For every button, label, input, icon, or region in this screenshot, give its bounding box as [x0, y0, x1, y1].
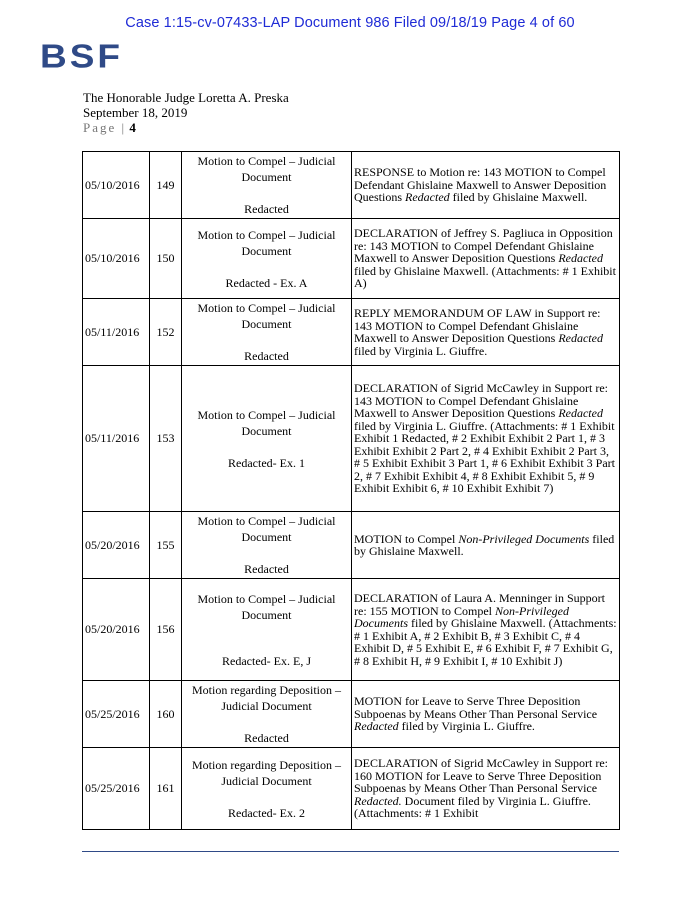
text-part: MOTION to Compel — [354, 531, 459, 546]
entry-text — [352, 219, 620, 299]
description-status: Redacted- Ex. 2 — [228, 805, 305, 820]
table-row — [83, 681, 620, 748]
text-part: filed by Ghislaine Maxwell. (Attachments: # 1 Exhibit A) — [354, 263, 616, 291]
description-main: Motion to Compel – Judicial Document — [197, 407, 336, 438]
text-part: filed by Ghislaine Maxwell. — [354, 531, 615, 558]
description-status: Redacted- Ex. E, J — [222, 653, 311, 668]
entry-date: 05/25/2016 — [83, 748, 150, 830]
table-row — [83, 219, 620, 299]
text-italic: Non-Privileged Documents — [354, 603, 569, 630]
entry-date: 05/25/2016 — [83, 681, 150, 748]
docket-table — [82, 151, 620, 830]
table-row — [83, 152, 620, 219]
table-row — [83, 299, 620, 366]
description-status: Redacted- Ex. 1 — [228, 455, 305, 470]
description-main: Motion regarding Deposition – Judicial Document — [192, 683, 341, 713]
page-indicator — [83, 120, 289, 135]
text-italic: Redacted — [405, 190, 450, 205]
text-part: filed by Ghislaine Maxwell. — [449, 190, 588, 205]
entry-description — [182, 512, 352, 579]
text-italic: Redacted — [354, 719, 399, 734]
entry-date: 05/10/2016 — [83, 152, 150, 219]
text-italic: Redacted — [558, 406, 603, 421]
description-main: Motion to Compel – Judicial Document — [197, 154, 336, 184]
entry-description — [182, 366, 352, 512]
text-italic: Redacted — [558, 251, 603, 266]
table-row — [83, 579, 620, 681]
entry-text — [352, 512, 620, 579]
entry-number: 149 — [150, 152, 182, 219]
description-main: Motion to Compel – Judicial Document — [197, 227, 336, 258]
entry-description — [182, 748, 352, 830]
text-part: REPLY MEMORANDUM OF LAW in Support re: 143 MOTION to Compel Defendant Ghislaine Maxwell to Answer Deposition Questions — [354, 306, 601, 345]
description-status: Redacted - Ex. A — [225, 275, 308, 290]
page-number: 4 — [129, 120, 136, 135]
entry-text — [352, 152, 620, 219]
footer-divider — [82, 851, 619, 852]
text-italic: Redacted. — [354, 793, 402, 808]
entry-date: 05/11/2016 — [83, 299, 150, 366]
entry-text — [352, 748, 620, 830]
entry-date: 05/10/2016 — [83, 219, 150, 299]
entry-description — [182, 219, 352, 299]
table-row — [83, 748, 620, 830]
text-italic: Non-Privileged Documents — [458, 531, 590, 546]
description-status: Redacted — [244, 349, 289, 363]
description-status: Redacted — [244, 202, 289, 216]
addressee: The Honorable Judge Loretta A. Preska — [83, 90, 289, 105]
entry-date: 05/20/2016 — [83, 512, 150, 579]
text-part: filed by Ghislaine Maxwell. (Attachments: # 1 Exhibit A, # 2 Exhibit B, # 3 Exhibit C, # 4 Exhibit D, # 5 Exhibit E, # 6 Exhibit F, # 7 Exhibit G, # 8 Exhibit H, # 9 Exhibit I, # 10 Exhibit J) — [354, 616, 617, 668]
entry-number: 155 — [150, 512, 182, 579]
text-italic: Redacted — [558, 331, 603, 345]
entry-number: 156 — [150, 579, 182, 681]
entry-number: 160 — [150, 681, 182, 748]
entry-date: 05/11/2016 — [83, 366, 150, 512]
text-part: RESPONSE to Motion re: 143 MOTION to Compel Defendant Ghislaine Maxwell to Answer Deposition Questions — [354, 165, 607, 205]
description-status: Redacted — [244, 731, 289, 745]
text-part: DECLARATION of Laura A. Menninger in Support re: 155 MOTION to Compel — [354, 591, 605, 618]
entry-description — [182, 152, 352, 219]
text-part: filed by Virginia L. Giuffre. (Attachments: # 1 Exhibit Exhibit 1 Redacted, # 2 Exhibit Exhibit 2 Part 1, # 3 Exhibit Exhibit 2 Part 2, # 4 Exhibit Exhibit 2 Part 3, # 5 Exhibit Exhibit 3 Part 1, # 6 Exhibit Exhibit 3 Part 2, # 7 Exhibit Exhibit 4, # 8 Exhibit Exhibit 5, # 9 Exhibit Exhibit 6, # 10 Exhibit Exhibit 7) — [354, 418, 615, 496]
page-label: Page | — [83, 120, 127, 135]
entry-text — [352, 579, 620, 681]
entry-description — [182, 299, 352, 366]
case-header: Case 1:15-cv-07433-LAP Document 986 Filed 09/18/19 Page 4 of 60 — [125, 15, 575, 31]
table-row — [83, 512, 620, 579]
description-main: Motion to Compel – Judicial Document — [197, 514, 336, 544]
description-main: Motion to Compel – Judicial Document — [197, 301, 336, 331]
entry-date: 05/20/2016 — [83, 579, 150, 681]
firm-logo: BSF — [40, 38, 123, 75]
entry-number: 153 — [150, 366, 182, 512]
letterhead — [83, 90, 289, 135]
text-part: DECLARATION of Sigrid McCawley in Support re: 160 MOTION for Leave to Serve Three Deposition Subpoenas by Means Other Than Personal Service — [354, 756, 608, 796]
entry-description — [182, 681, 352, 748]
text-part: DECLARATION of Jeffrey S. Pagliuca in Opposition re: 143 MOTION to Compel Defendant Ghislaine Maxwell to Answer Deposition Questions — [354, 226, 613, 266]
description-status: Redacted — [244, 562, 289, 576]
text-part: MOTION for Leave to Serve Three Deposition Subpoenas by Means Other Than Personal Service — [354, 694, 598, 721]
entry-text — [352, 299, 620, 366]
entry-number: 150 — [150, 219, 182, 299]
description-main: Motion regarding Deposition – Judicial Document — [192, 757, 341, 788]
entry-description — [182, 579, 352, 681]
text-part: filed by Virginia L. Giuffre. — [398, 719, 535, 734]
text-part: DECLARATION of Sigrid McCawley in Support re: 143 MOTION to Compel Defendant Ghislaine Maxwell to Answer Deposition Questions — [354, 381, 608, 421]
description-main: Motion to Compel – Judicial Document — [197, 591, 336, 622]
entry-text — [352, 366, 620, 512]
text-part: filed by Virginia L. Giuffre. — [354, 343, 488, 358]
entry-text — [352, 681, 620, 748]
letter-date: September 18, 2019 — [83, 105, 188, 120]
entry-number: 161 — [150, 748, 182, 830]
table-row — [83, 366, 620, 512]
text-part: Document filed by Virginia L. Giuffre. (Attachments: # 1 Exhibit — [354, 793, 591, 821]
entry-number: 152 — [150, 299, 182, 366]
